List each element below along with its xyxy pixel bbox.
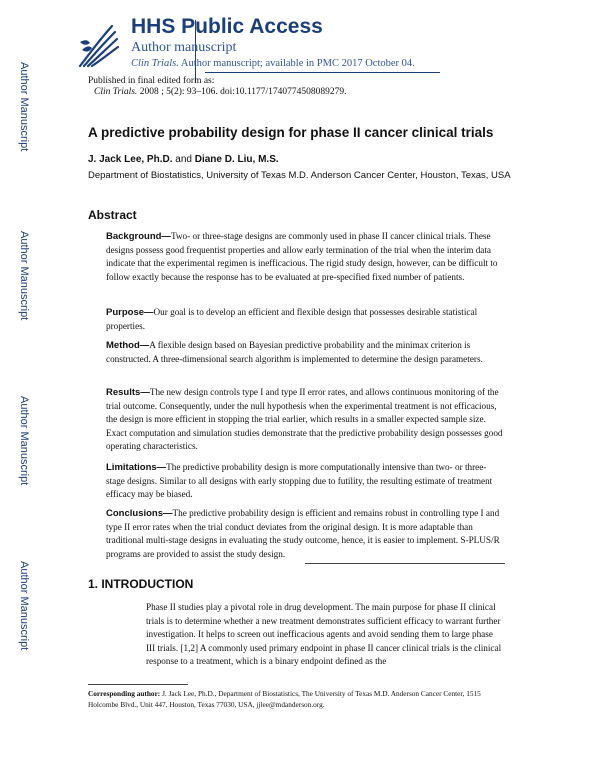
conclusions-text: The predictive probability design is efficient and remains robust in controlling type I and type II error rates when the trial conduct deviates from the original design. It is more adaptable than traditional multi-stage designs in evaluating the study outcome, hence, it is easier to implement. S-PLUS/R programs are provided to assist the study design. (106, 508, 500, 559)
background-label: Background— (106, 231, 171, 242)
hhs-journal-line (131, 58, 415, 69)
footnote-label: Corresponding author: (88, 689, 161, 698)
author-line (88, 154, 279, 165)
journal-name: Clin Trials. (131, 58, 179, 69)
hhs-title: HHS Public Access (131, 15, 323, 38)
citation-journal: Clin Trials. (94, 87, 138, 97)
author-separator: and (175, 154, 192, 165)
affiliation: Department of Biostatistics, University of Texas M.D. Anderson Cancer Center, Houston, Texas, USA (88, 170, 511, 181)
footnote-rule (88, 684, 188, 685)
abstract-results (106, 386, 504, 454)
purpose-label: Purpose— (106, 307, 154, 318)
abstract-method (106, 339, 504, 366)
abstract-heading: Abstract (88, 208, 137, 222)
results-label: Results— (106, 387, 150, 398)
method-text: A flexible design based on Bayesian predictive probability and the minimax criterion is constructed. A three-dimensional search algorithm is implemented to determine the design parameters. (106, 340, 483, 364)
abstract-purpose (106, 306, 504, 333)
hhs-subtitle: Author manuscript (131, 40, 237, 55)
side-label-author-manuscript: Author Manuscript (18, 396, 30, 486)
hhs-eagle-icon (74, 20, 120, 70)
method-label: Method— (106, 340, 150, 351)
limitations-text: The predictive probability design is more computationally intensive than two- or three-stage designs. Similar to all designs with early stopping due to futility, the resulting estimate of treatment efficacy may be biased. (106, 462, 493, 499)
results-text: The new design controls type I and type II error rates, and allows continuous monitoring of the trial outcome. Consequently, under the null hypothesis when the experimental treatment is not efficacious, the design is more efficient in stopping the trial earlier, which results in a smaller expected sample size. Exact computation and simulation studies demonstrate that the predictive probability design possesses good operating characteristics. (106, 387, 503, 451)
introduction-text: Phase II studies play a pivotal role in drug development. The main purpose for phase II clinical trials is to determine whether a new treatment demonstrates sufficient efficacy to warrant further investigation. It helps to screen out inefficacious agents and avoid sending them to large phase III trials. [1,2] A commonly used primary endpoint in phase II cancer clinical trials is the clinical response to a treatment, which is a binary endpoint defined as the (146, 602, 502, 666)
citation-details: 2008 ; 5(2): 93–106. doi:10.1177/1740774508089279. (139, 87, 347, 97)
abstract-limitations (106, 461, 504, 502)
limitations-label: Limitations— (106, 462, 167, 473)
author-liu: Diane D. Liu, M.S. (194, 154, 279, 165)
author-lee: J. Jack Lee, Ph.D. (88, 154, 173, 165)
article-title: A predictive probability design for phase II cancer clinical trials (88, 125, 494, 140)
side-label-author-manuscript: Author Manuscript (18, 561, 30, 651)
purpose-text: Our goal is to develop an efficient and flexible design that possesses desirable statistical properties. (106, 307, 478, 331)
citation-line (88, 87, 346, 98)
published-line: Published in final edited form as: (88, 76, 215, 86)
availability-note: Author manuscript; available in PMC 2017 October 04. (180, 58, 415, 69)
conclusions-label: Conclusions— (106, 508, 173, 519)
introduction-heading: 1. INTRODUCTION (88, 577, 194, 591)
footnote-text: J. Jack Lee, Ph.D., Department of Biostatistics, The University of Texas M.D. Anderson Cancer Center, 1515 Holcombe Blvd., Unit 447, Houston, Texas 77030, USA, jjlee@mdanderson.org. (88, 689, 481, 709)
abstract-end-rule (305, 563, 505, 564)
header-rule (205, 72, 440, 73)
corresponding-author-footnote (88, 688, 508, 710)
background-text: Two- or three-stage designs are commonly used in phase II cancer clinical trials. These designs possess good frequentist properties and allow early termination of the trial when the interim data indicate that the experimental regimen is inefficacious. The rigid study design, however, can be difficult to follow exactly because the response has to be evaluated at pre-specified fixed number of patients. (106, 231, 498, 282)
abstract-conclusions (106, 507, 504, 561)
abstract-background (106, 230, 504, 284)
publication-info (88, 76, 346, 98)
side-label-author-manuscript: Author Manuscript (18, 231, 30, 321)
side-label-author-manuscript: Author Manuscript (18, 62, 30, 152)
